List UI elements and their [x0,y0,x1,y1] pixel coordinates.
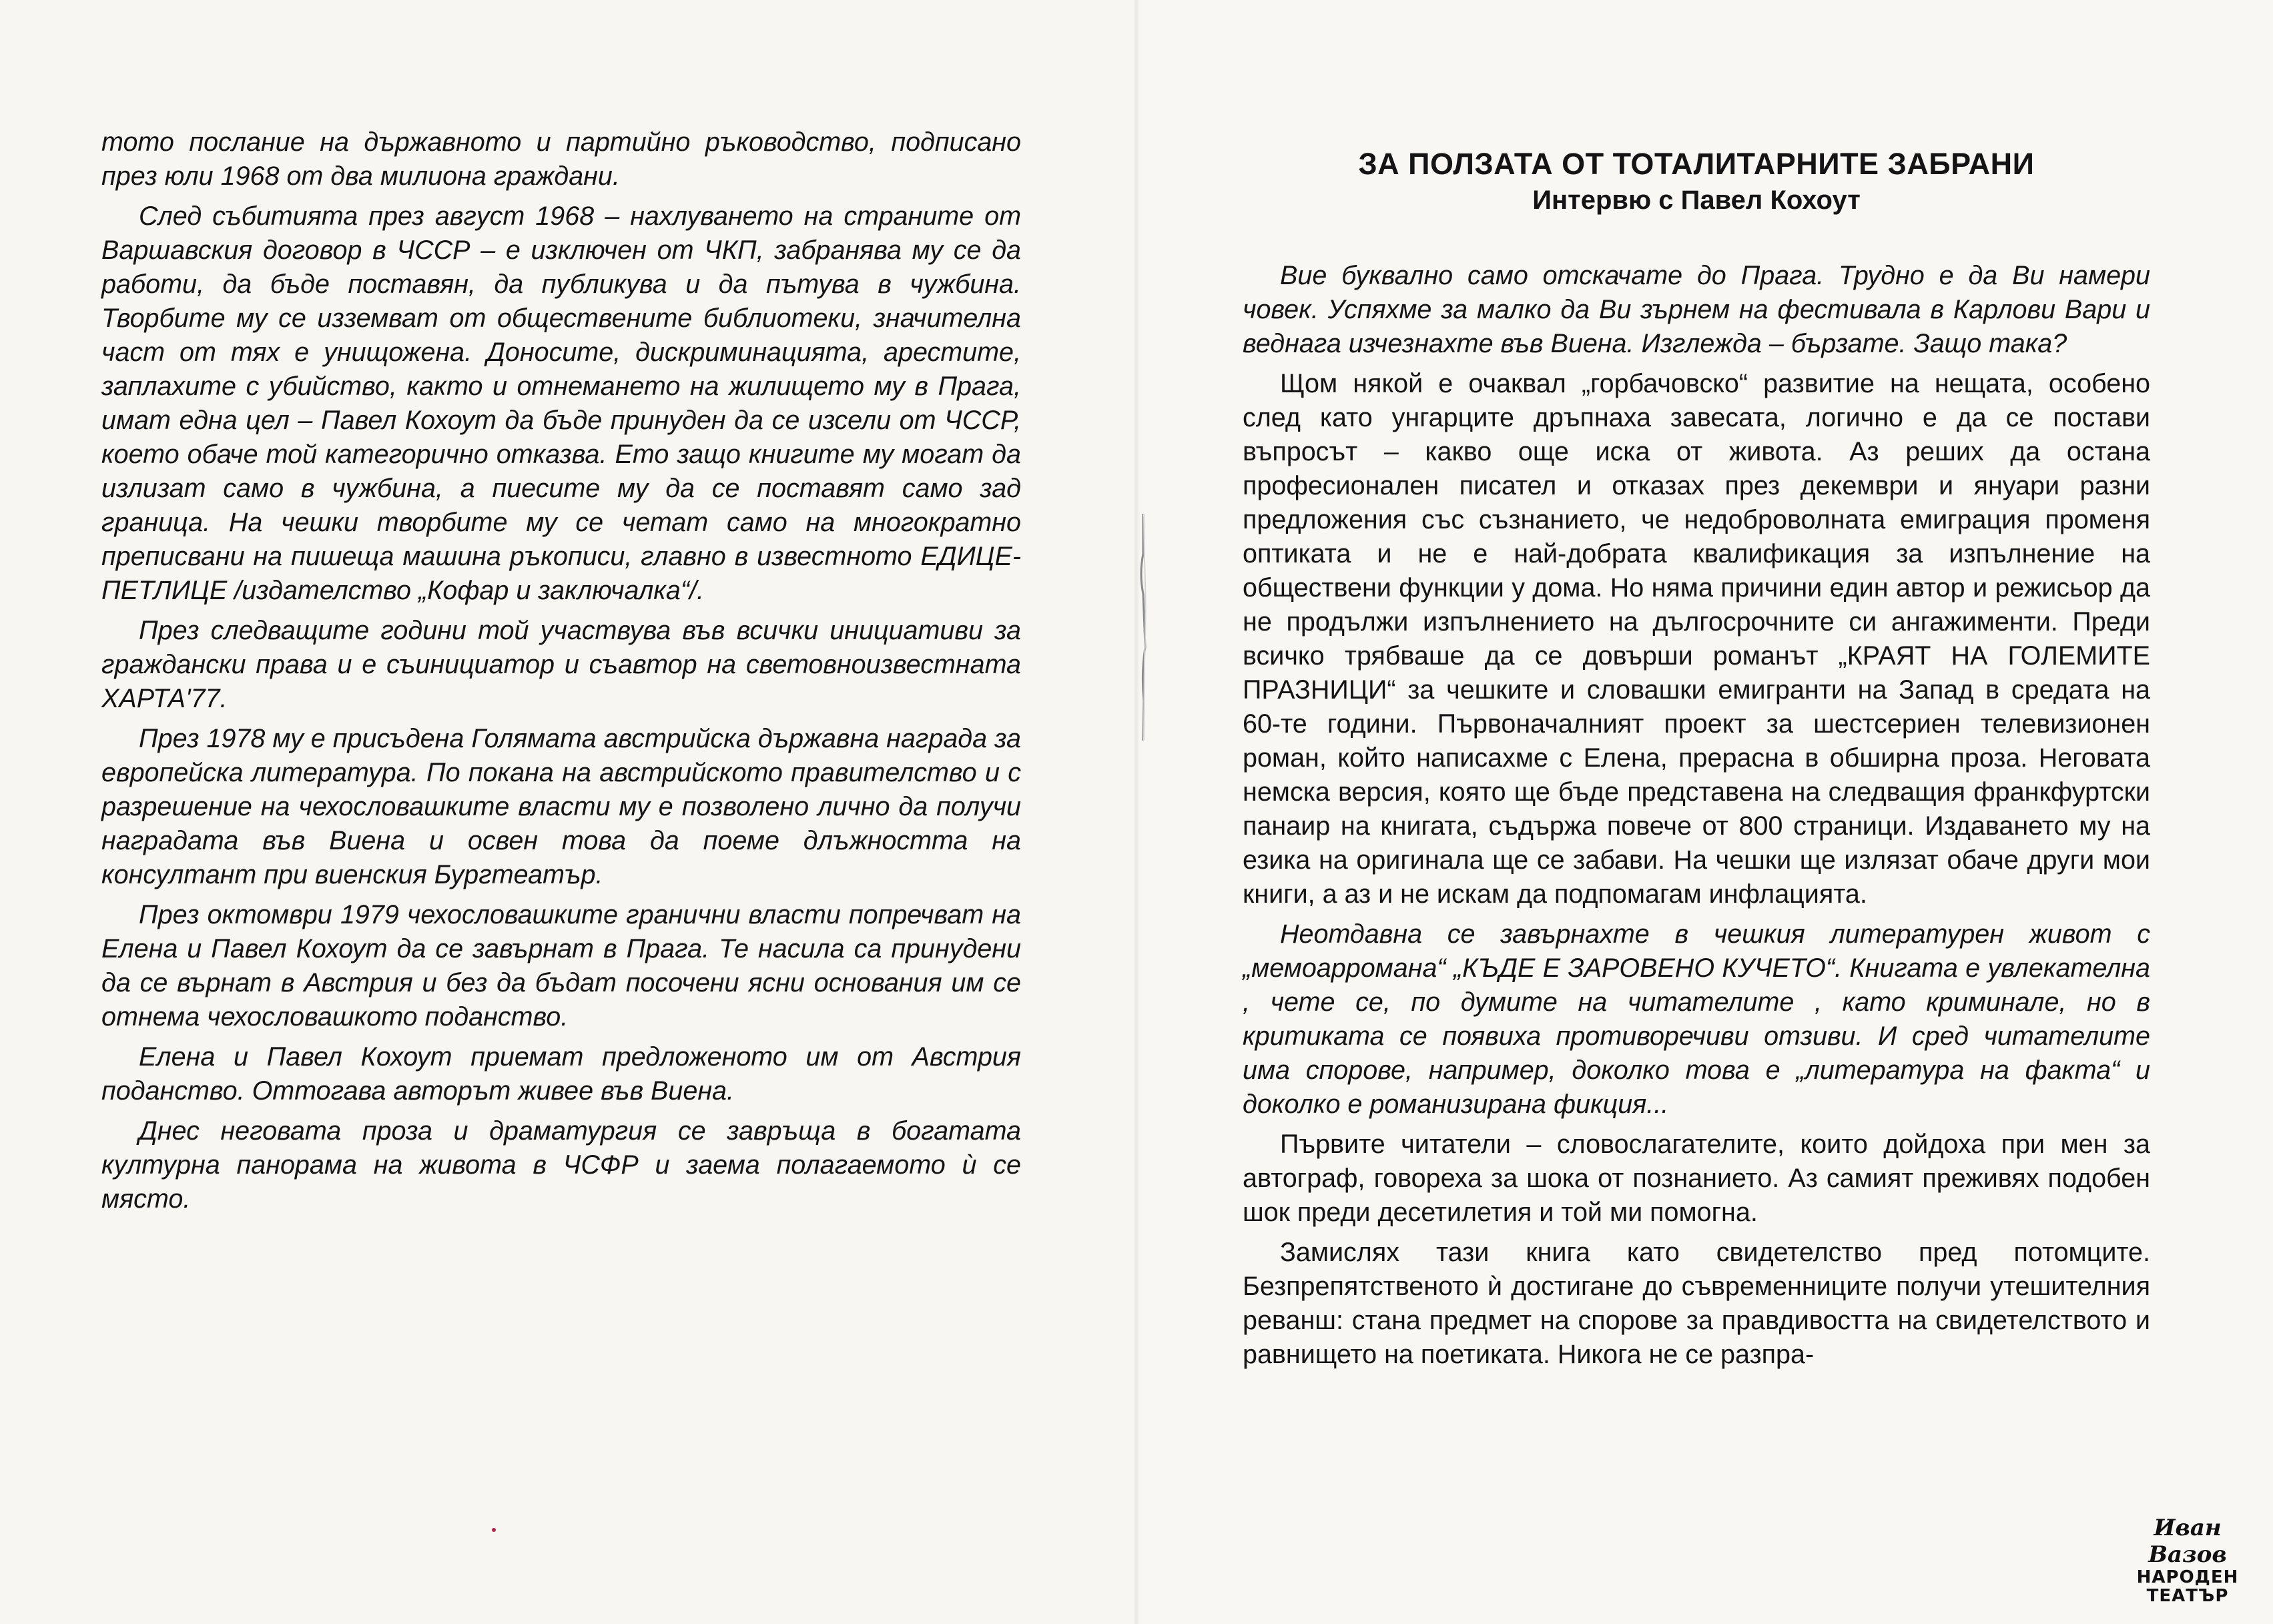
interview-question: Неотдавна се завърнахте в чешкия литературен живот с „мемоарромана“ „КЪДЕ Е ЗАРОВЕНО КУЧЕТО“. Книгата е увлекателна , чете се, по думите на читателите , като криминале, но в критиката се появиха противоречиви отзиви. И сред читателите има спорове, например, доколко това е „литература на факта“ и доколко е романизирана фикция... [1243,919,2150,1119]
staple-icon [1137,514,1149,741]
article-subtitle: Интервю с Павел Кохоут [1532,185,1861,215]
article-heading [1243,145,2150,218]
left-column-text [101,125,1021,1222]
interview-answer: Щом някой е очаквал „горбачовско“ развитие на нещата, особено след като унгарците дръпнаха завесата, логично е да се постави въпросът – какво още иска от живота. Аз реших да остана професионален писател и отказах през декември и януари разни предложения със съзнанието, че недоброволната емиграция променя оптиката и не е най-добрата квалификация за изпълнение на обществени функции у дома. Но няма причини един автор и режисьор да не продължи изпълнението на дългосрочните си ангажименти. Преди всичко трябваше да се довърши романът „КРАЯТ НА ГОЛЕМИТЕ ПРАЗНИЦИ“ за чешките и словашки емигранти на Запад в средата на 60-те години. Първоначалният проект за шестсериен телевизионен роман, който написахме с Елена, прерасна в обширна проза. Неговата немска версия, която ще бъде представена на следващия франкфуртски панаир на книгата, съдържа повече от 800 страници. Издаването му на езика на оригинала ще се забави. На чешки ще излязат обаче други мои книги, а аз и не искам да подпомагам инфлацията. [1243,369,2150,909]
left-paragraph: Днес неговата проза и драматургия се завръща в богатата културна панорама на живота в ЧСФР и заема полагаемото ѝ се място. [101,1116,1021,1214]
logo-line-2: ТЕАТЪР [2146,1586,2229,1606]
page-fold [1133,0,1140,1624]
right-column-text [1243,259,2150,1378]
interview-answer: Замислях тази книга като свидетелство пред потомците. Безпрепятственото ѝ достигане до съвременниците получи утешителния реванш: стана предмет на спорове за правдивостта на свидетелството и равнището на поетиката. Никога не се разпра- [1243,1238,2150,1369]
article-title: ЗА ПОЛЗАТА ОТ ТОТАЛИТАРНИТЕ ЗАБРАНИ [1358,147,2035,181]
interview-question: Вие буквално само отскачате до Прага. Трудно е да Ви намери човек. Успяхме за малко да Ви зърнем на фестивала в Карлови Вари и веднага изчезнахте във Виена. Изглежда – бързате. Защо така? [1243,261,2150,358]
left-paragraph: След събитията през август 1968 – нахлуването на страните от Варшавския договор в ЧССР – е изключен от ЧКП, забранява му се да работи, да бъде поставян, да публикува и да пътува в чужбина. Творбите му се изземват от обществените библиотеки, значителна част от тях е унищожена. Доносите, дискриминацията, арестите, заплахите с убийство, както и отнемането на жилището му в Прага, имат една цел – Павел Кохоут да бъде принуден да се изсели от ЧССР, което обаче той категорично отказва. Ето защо книгите му могат да излизат само в чужбина, а пиесите му да се поставят само зад граница. На чешки творбите му се четат само на многократно преписвани на пишеща машина ръкописи, главно в известното ЕДИЦЕ-ПЕТЛИЦЕ /издателство „Кофар и заключалка“/. [101,201,1021,605]
logo-script: Иван Вазов [2148,1515,2227,1568]
left-paragraph: През следващите години той участвува във всички инициативи за граждански права и е съинициатор и съавтор на световноизвестната ХАРТА'77. [101,616,1021,713]
ink-mark [492,1528,496,1532]
interview-answer: Първите читатели – словослагателите, които дойдоха при мен за автограф, говореха за шока от познанието. Аз самият преживях подобен шок преди десетилетия и той ми помогна. [1243,1130,2150,1227]
left-paragraph: През октомври 1979 чехословашките гранични власти попречват на Елена и Павел Кохоут да се завърнат в Прага. Те насила са принудени да се върнат в Австрия и без да бъдат посочени ясни основания им се отнема чехословашкото поданство. [101,900,1021,1032]
left-paragraph: Елена и Павел Кохоут приемат предложеното им от Австрия поданство. Оттогава авторът живее във Виена. [101,1042,1021,1106]
logo-line-1: НАРОДЕН [2136,1567,2239,1587]
left-paragraph: През 1978 му е присъдена Голямата австрийска държавна награда за европейска литература. По покана на австрийското правителство и с разрешение на чехословашките власти му е позволено лично да получи наградата във Виена и освен това да поеме длъжността на консултант при виенския Бургтеатър. [101,724,1021,889]
left-paragraph: тото послание на държавното и партийно ръководство, подписано през юли 1968 от два милиона граждани. [101,127,1021,191]
theatre-logo [2121,1515,2254,1606]
